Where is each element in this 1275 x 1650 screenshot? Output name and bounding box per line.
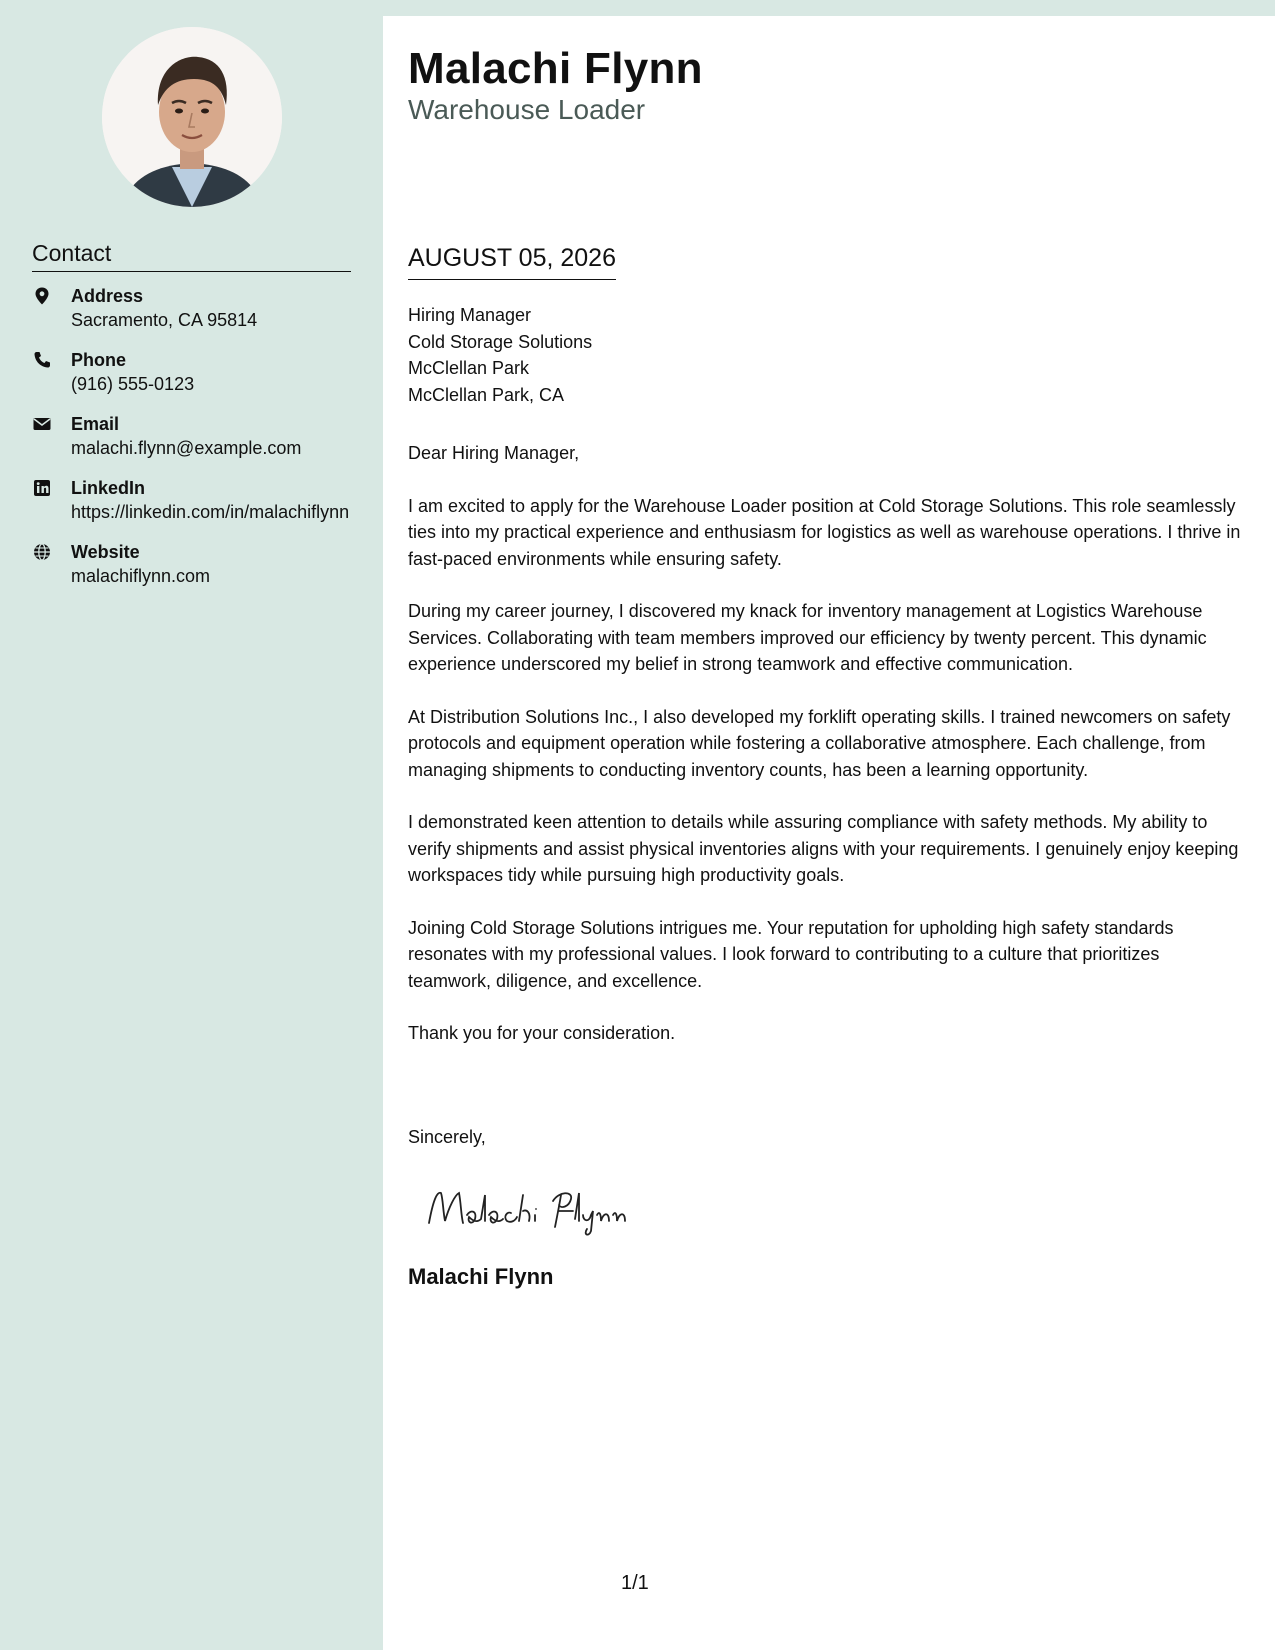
recipient-line: McClellan Park <box>408 358 530 378</box>
body-paragraph: At Distribution Solutions Inc., I also developed my forklift operating skills. I trained newcomers on safety protocols and equipment operation while fostering a collaborative atmosphere. Each challenge, from managing shipments to conducting inventory counts, has been a learning opportunity. <box>408 706 1231 780</box>
closing: Sincerely, <box>408 1127 486 1147</box>
contact-address <box>32 284 352 332</box>
letter-date: AUGUST 05, 2026 <box>408 244 616 280</box>
email-value[interactable]: malachi.flynn@example.com <box>71 438 302 458</box>
contact-phone <box>32 348 352 396</box>
applicant-role: Warehouse Loader <box>408 94 646 125</box>
website-value[interactable]: malachiflynn.com <box>71 566 211 586</box>
globe-icon <box>32 542 52 562</box>
page-number: 1/1 <box>621 1572 649 1594</box>
handwritten-signature <box>423 1181 663 1241</box>
signed-name: Malachi Flynn <box>408 1264 554 1289</box>
contact-list <box>32 284 352 604</box>
recipient-line: Cold Storage Solutions <box>408 331 593 352</box>
portrait-illustration <box>102 27 282 207</box>
email-icon <box>32 414 52 434</box>
contact-email <box>32 412 352 460</box>
address-value: Sacramento, CA 95814 <box>71 310 258 330</box>
linkedin-value[interactable]: https://linkedin.com/in/malachiflynn <box>71 502 350 522</box>
location-pin-icon <box>32 286 52 306</box>
profile-photo <box>102 27 282 207</box>
body-paragraph: During my career journey, I discovered my knack for inventory management at Logistics Warehouse Services. Collaborating with team members improved our efficiency by twenty percent. This dynamic experience underscored my belief in strong teamwork and effective communication. <box>408 601 1207 674</box>
sidebar <box>0 0 383 1650</box>
letter-main <box>383 16 1275 1650</box>
contact-linkedin <box>32 476 352 524</box>
phone-icon <box>32 350 52 370</box>
contact-label: Address <box>71 286 144 306</box>
letter-body <box>408 440 1243 1073</box>
contact-label: Phone <box>71 350 127 370</box>
contact-heading: Contact <box>32 240 351 272</box>
recipient-block <box>408 302 1228 408</box>
body-paragraph: I am excited to apply for the Warehouse Loader position at Cold Storage Solutions. This role seamlessly ties into my practical experience and enthusiasm for logistics as well as warehouse operations. I thrive in fast-paced environments while ensuring safety. <box>408 495 1241 569</box>
body-paragraph: Joining Cold Storage Solutions intrigues me. Your reputation for upholding high safety standards resonates with my professional values. I look forward to contributing to a culture that prioritizes teamwork, diligence, and excellence. <box>408 917 1174 991</box>
contact-website <box>32 540 352 588</box>
phone-value[interactable]: (916) 555-0123 <box>71 374 195 394</box>
contact-label: Website <box>71 542 140 562</box>
salutation: Dear Hiring Manager, <box>408 443 580 463</box>
contact-label: LinkedIn <box>71 478 146 498</box>
body-paragraph: I demonstrated keen attention to details while assuring compliance with safety methods. My ability to verify shipments and assist physical inventories aligns with your requirements. I genuinely enjoy keeping workspaces tidy while pursuing high productivity goals. <box>408 812 1239 885</box>
linkedin-icon <box>32 478 52 498</box>
thank-you-line: Thank you for your consideration. <box>408 1023 676 1043</box>
recipient-line: McClellan Park, CA <box>408 384 565 405</box>
contact-label: Email <box>71 414 120 434</box>
recipient-line: Hiring Manager <box>408 305 532 325</box>
applicant-name: Malachi Flynn <box>408 44 703 93</box>
